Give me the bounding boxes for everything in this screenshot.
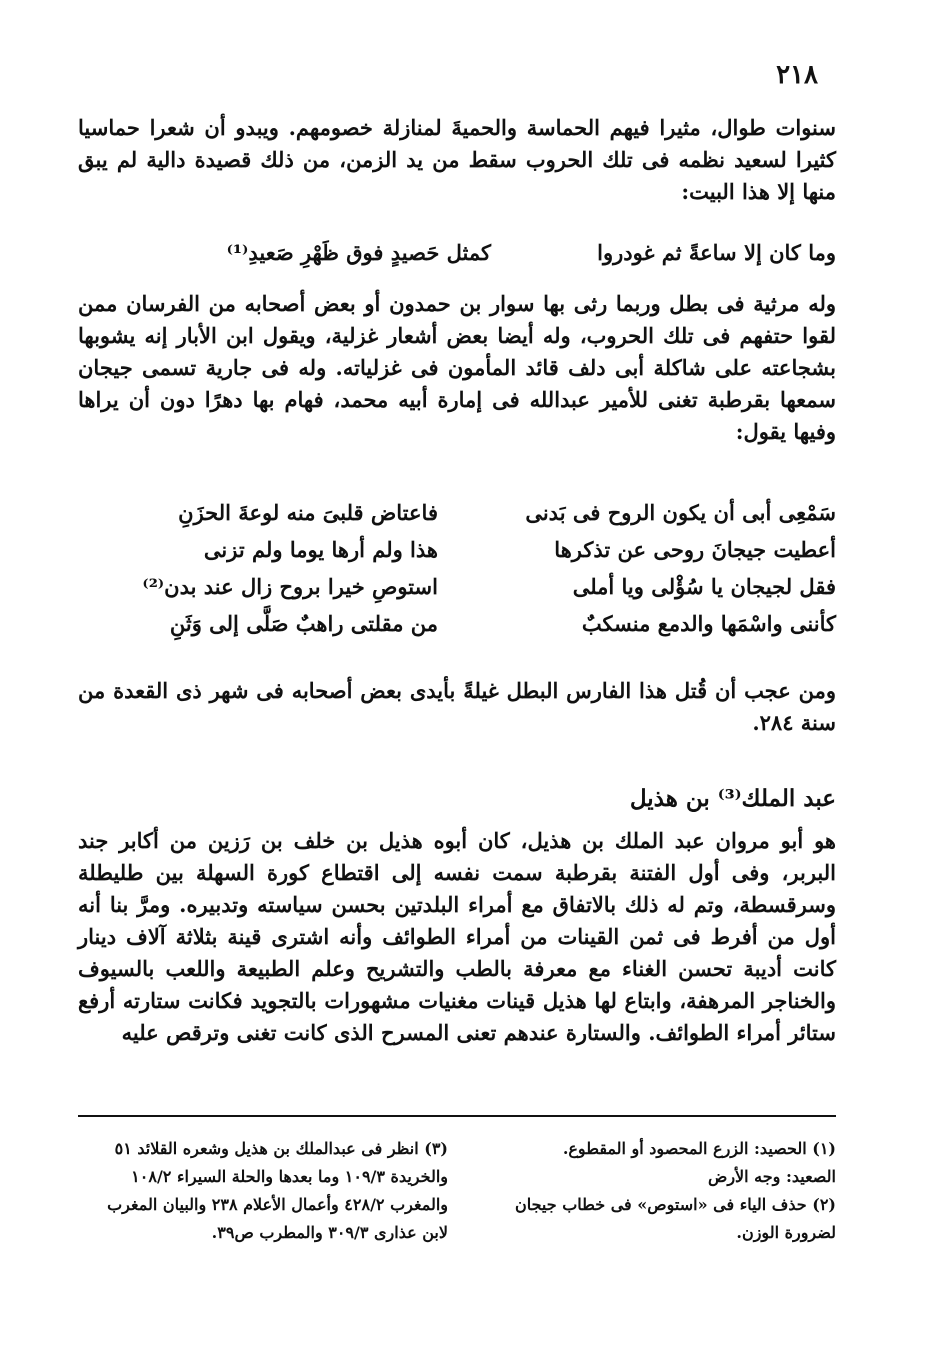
footnote-line: (١) الحصيد: الزرع المحصود أو المقطوع. — [562, 1139, 836, 1158]
footnotes-right-column — [466, 1135, 836, 1247]
paragraph-2: وله مرثية فى بطل وربما رثى بها سوار بن حمدون أو بعض أصحابه من الفرسان ممن لقوا حتفهم فى تلك الحروب، وله أيضا بعض أشعار غزلية، ويقول ابن الأبار إنه يشوبها بشجاعته على شاكلة أبى دلف قائد المأمون فى غزلياته. وله فى جارية تسمى جيجان سمعها بقرطبة تغنى للأمير عبدالله فى إمارة أبيه محمد، فهام بها دهرًا دون أن يراها وفيها يقول: — [78, 291, 836, 444]
footnote-line: والمغرب ٤٢٨/٢ وأعمال الأعلام ٢٣٨ والبيان المغرب — [107, 1195, 448, 1214]
poem-hemistich-left: من مقلتى راهبٌ صَلَّى إلى وَثَنِ — [169, 611, 438, 636]
page-number: ٢١٨ — [776, 60, 818, 90]
footnote-line: (٣) انظر فى عبدالملك بن هذيل وشعره القلائد ٥١ — [114, 1139, 448, 1158]
poem-verse — [78, 574, 836, 611]
poem-hemistich-left: استوصِ خيرا بروح زال عند بدن⁽²⁾ — [142, 574, 438, 599]
section-heading: عبد الملك⁽³⁾ بن هذيل — [629, 785, 836, 812]
poem-hemistich-left: فاعتاض قلبىَ منه لوعةَ الحزَنِ — [178, 500, 438, 525]
footnote-line: لضرورة الوزن. — [736, 1223, 836, 1242]
paragraph-1: سنوات طوال، مثيرا فيهم الحماسة والحميةَ لمنازلة خصومهم. ويبدو أن شعرا حماسيا كثيرا لسعيد نظمه فى تلك الحروب سقط من يد الزمن، من ذلك قصيدة دالية لم يبق منها إلا هذا البيت: — [78, 115, 836, 204]
paragraph-4: هو أبو مروان عبد الملك بن هذيل، كان أبوه هذيل بن خلف بن رَزين من أكابر جند البربر، وفى أول الفتنة بقرطبة سمت نفسه إلى اقتطاع كورة السهلة بين طليطلة وسرقسطة، وتم له ذلك بالاتفاق مع أمراء البلدتين بحسن سياسته وتدبيره. ومرَّ بنا أنه أول من أفرط فى ثمن القينات من أمراء الطوائف وأنه اشترى قينة بثلاثة آلاف دينار كانت أديبة تحسن الغناء مع معرفة بالطب والتشريح وعلم الطبيعة واللعب بالسيوف والخناجر المرهفة، وابتاع لها هذيل قينات مغنيات مشهورات بالتجويد فكانت ستارته أرفع ستائر أمراء الطوائف. والستارة عندهم تعنى المسرح الذى كانت تغنى وترقص عليه — [78, 828, 836, 1045]
footnote-line: لابن عذارى ٣٠٩/٣ والمطرب ص٣٩. — [211, 1223, 448, 1242]
poem-hemistich-left: هذا ولم أرها يوما ولم تزنى — [203, 537, 438, 562]
poem-hemistich-right: أعطيت جيجانَ روحى عن تذكرها — [554, 537, 836, 562]
footnote-line: (٢) حذف الياء فى «استوص» فى خطاب جيجان — [514, 1195, 836, 1214]
footnote-divider — [78, 1115, 836, 1117]
verse-hemistich-1: وما كان إلا ساعةً ثم غودروا — [597, 240, 836, 265]
poem-verse — [78, 537, 836, 574]
poem-hemistich-right: فقل لجيجان يا سُؤْلى ويا أملى — [572, 574, 836, 599]
poem-hemistich-right: كأننى واسْمَها والدمع منسكبٌ — [581, 611, 836, 636]
verse-hemistich-2: كمثل حَصيدٍ فوق ظَهْرِ صَعيدِ⁽¹⁾ — [226, 240, 491, 265]
poem-hemistich-right: سَمْعِى أبى أن يكون الروح فى بَدنى — [525, 500, 836, 525]
poem-verse — [78, 611, 836, 648]
footnote-line: والخريدة ١٠٩/٣ وما بعدها والحلة السيراء ١٠٨/٢ — [131, 1167, 448, 1186]
poem-verse — [78, 500, 836, 537]
footnote-line: الصعيد: وجه الأرض — [707, 1167, 836, 1186]
poem — [78, 500, 836, 648]
paragraph-3: ومن عجب أن قُتل هذا الفارس البطل غيلةً بأيدى بعض أصحابه فى شهر ذى القعدة من سنة ٢٨٤. — [78, 678, 836, 735]
footnotes-left-column — [78, 1135, 448, 1247]
